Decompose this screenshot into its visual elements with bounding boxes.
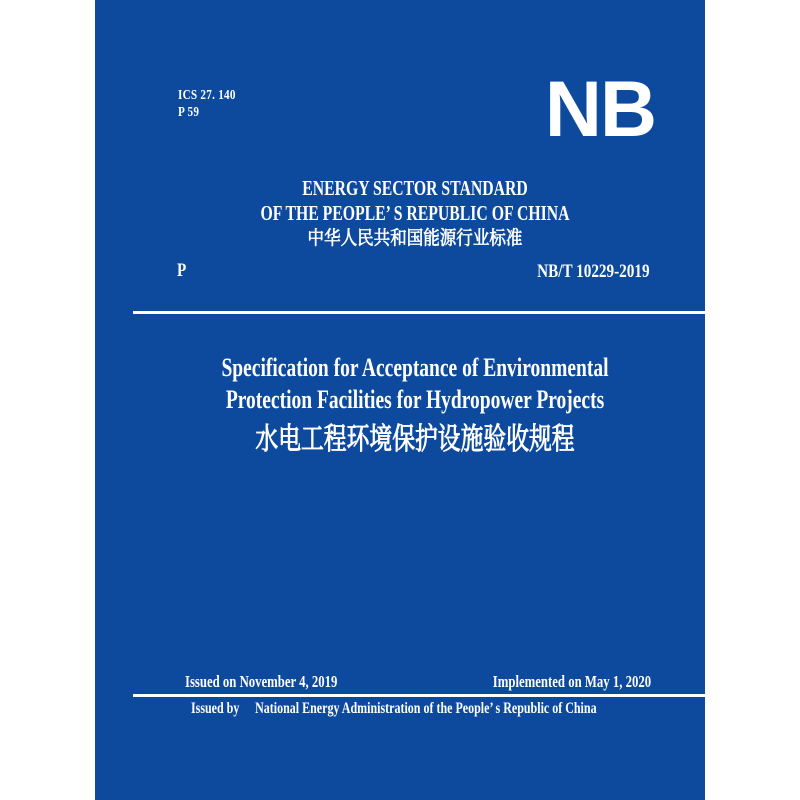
issuer-label: Issued by <box>191 700 240 717</box>
org-line-cn: 中华人民共和国能源行业标准 <box>307 228 523 249</box>
org-line-en-1: ENERGY SECTOR STANDARD <box>302 176 528 200</box>
bottom-divider-line <box>133 694 705 697</box>
implemented-date: Implemented on May 1, 2020 <box>492 672 651 691</box>
org-line-en-2: OF THE PEOPLE’ S REPUBLIC OF CHINA <box>260 201 570 225</box>
standard-number: NB/T 10229-2019 <box>537 261 650 282</box>
title-en-line-2: Protection Facilities for Hydropower Projects <box>225 385 605 414</box>
title-en-line-1: Specification for Acceptance of Environmental <box>221 353 609 382</box>
issuer-row <box>191 701 597 717</box>
cover-panel <box>95 0 705 800</box>
doc-class-letter: P <box>177 260 187 281</box>
issuer-name: National Energy Administration of the People’ s Republic of China <box>255 700 597 717</box>
classification-code: P 59 <box>178 105 200 120</box>
top-divider-line <box>133 311 705 314</box>
ics-code: ICS 27. 140 <box>178 88 236 103</box>
standard-org-block <box>95 176 705 251</box>
title-block <box>95 352 705 458</box>
issued-date: Issued on November 4, 2019 <box>185 672 338 691</box>
ics-block <box>178 87 236 121</box>
title-cn: 水电工程环境保护设施验收规程 <box>255 423 575 456</box>
nb-logo: NB <box>544 64 655 153</box>
